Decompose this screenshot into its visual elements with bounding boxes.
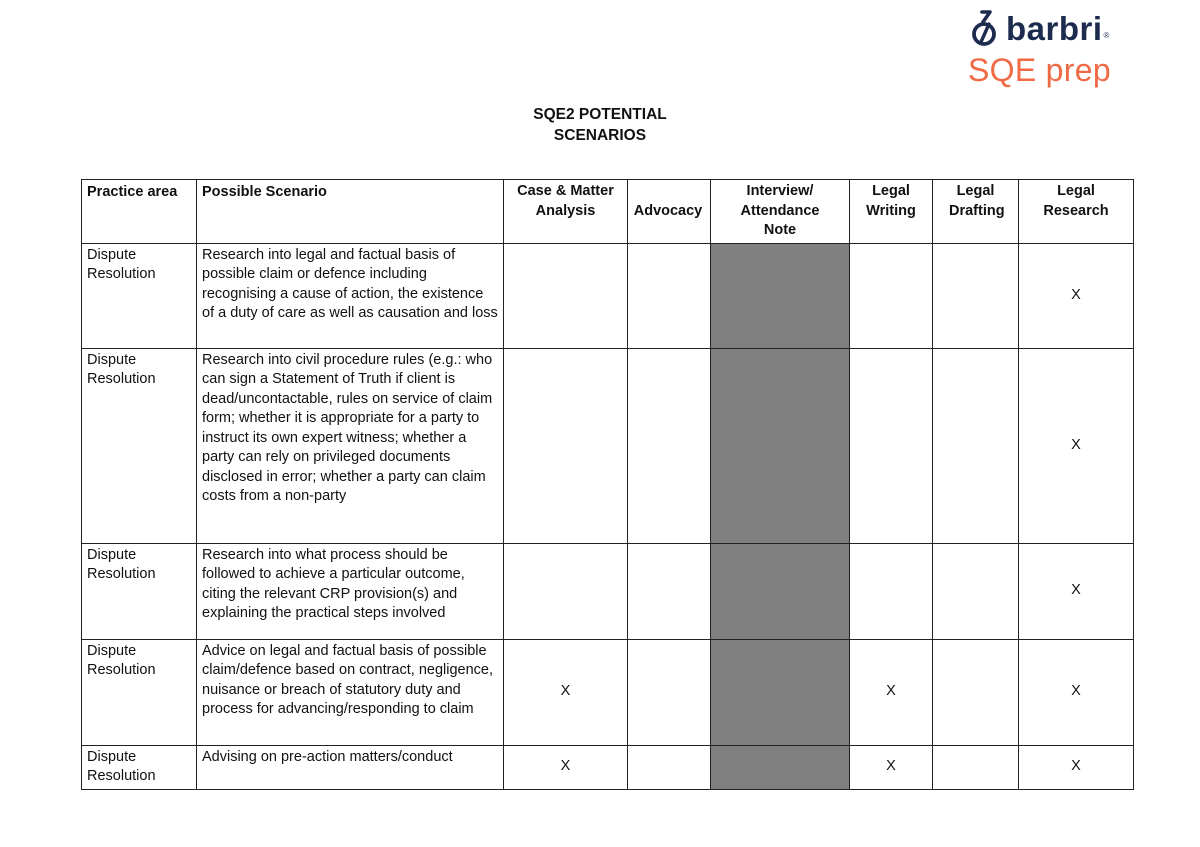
table-row — [82, 243, 1134, 348]
case-matter-analysis-cell — [504, 543, 628, 639]
logo-trademark: ® — [1103, 30, 1110, 40]
practice-area-cell: Dispute Resolution — [82, 348, 197, 543]
title-line-2: SCENARIOS — [553, 127, 647, 144]
advocacy-cell — [628, 745, 711, 789]
interview-note-shaded-cell — [711, 243, 850, 348]
practice-area-cell: Dispute Resolution — [82, 745, 197, 789]
table-row — [82, 745, 1134, 789]
legal-writing-cell — [850, 348, 933, 543]
legal-drafting-cell — [933, 543, 1019, 639]
table-row — [82, 543, 1134, 639]
case-matter-analysis-cell — [504, 243, 628, 348]
legal-drafting-cell — [933, 348, 1019, 543]
logo-top-row — [970, 10, 1109, 48]
scenario-cell: Research into what process should be followed to achieve a particular outcome, citing the relevant CRP provision(s) and explaining the practical steps involved — [197, 543, 504, 639]
legal-writing-cell: X — [850, 745, 933, 789]
legal-drafting-cell — [933, 243, 1019, 348]
case-matter-analysis-cell: X — [504, 639, 628, 745]
legal-writing-cell: X — [850, 639, 933, 745]
legal-drafting-cell — [933, 639, 1019, 745]
practice-area-cell: Dispute Resolution — [82, 243, 197, 348]
legal-writing-cell — [850, 543, 933, 639]
practice-area-cell: Dispute Resolution — [82, 543, 197, 639]
header-case-matter-analysis: Case & Matter Analysis — [504, 180, 628, 244]
header-legal-research: Legal Research — [1019, 180, 1134, 244]
scenario-cell: Research into legal and factual basis of possible claim or defence including recognising a cause of action, the existence of a duty of care as well as causation and loss — [197, 243, 504, 348]
case-matter-analysis-cell — [504, 348, 628, 543]
advocacy-cell — [628, 543, 711, 639]
barbri-sqe-prep-logo — [960, 10, 1160, 90]
table-row — [82, 639, 1134, 745]
legal-research-cell: X — [1019, 745, 1134, 789]
interview-note-shaded-cell — [711, 348, 850, 543]
header-possible-scenario: Possible Scenario — [197, 180, 504, 244]
legal-research-cell: X — [1019, 348, 1134, 543]
legal-writing-cell — [850, 243, 933, 348]
title-line-1: SQE2 POTENTIAL — [533, 106, 667, 123]
header-interview-attendance-note: Interview/ Attendance Note — [711, 180, 850, 244]
scenario-cell: Advising on pre-action matters/conduct — [197, 745, 504, 789]
legal-research-cell: X — [1019, 639, 1134, 745]
header-practice-area: Practice area — [82, 180, 197, 244]
legal-research-cell: X — [1019, 543, 1134, 639]
scenario-cell: Research into civil procedure rules (e.g.: who can sign a Statement of Truth if client is dead/uncontactable, rules on service of claim form; whether it is appropriate for a party to instruct its own expert witness; whether a party can rely on privileged documents disclosed in error; whether a party can claim costs from a non-party — [197, 348, 504, 543]
table-row — [82, 348, 1134, 543]
legal-research-cell: X — [1019, 243, 1134, 348]
interview-note-shaded-cell — [711, 639, 850, 745]
interview-note-shaded-cell — [711, 745, 850, 789]
header-legal-drafting: Legal Drafting — [933, 180, 1019, 244]
advocacy-cell — [628, 639, 711, 745]
barbri-logo-icon — [970, 10, 1002, 48]
logo-brand-text: barbri — [1006, 10, 1103, 47]
header-legal-writing: Legal Writing — [850, 180, 933, 244]
interview-note-shaded-cell — [711, 543, 850, 639]
scenario-cell: Advice on legal and factual basis of possible claim/defence based on contract, negligence, nuisance or breach of statutory duty and process for advancing/responding to claim — [197, 639, 504, 745]
practice-area-cell: Dispute Resolution — [82, 639, 197, 745]
table-header-row — [82, 180, 1134, 244]
logo-product-text: SQE prep — [968, 52, 1111, 88]
advocacy-cell — [628, 243, 711, 348]
advocacy-cell — [628, 348, 711, 543]
scenarios-table — [81, 179, 1134, 790]
document-title — [0, 104, 1200, 146]
case-matter-analysis-cell: X — [504, 745, 628, 789]
legal-drafting-cell — [933, 745, 1019, 789]
header-advocacy: Advocacy — [628, 180, 711, 244]
